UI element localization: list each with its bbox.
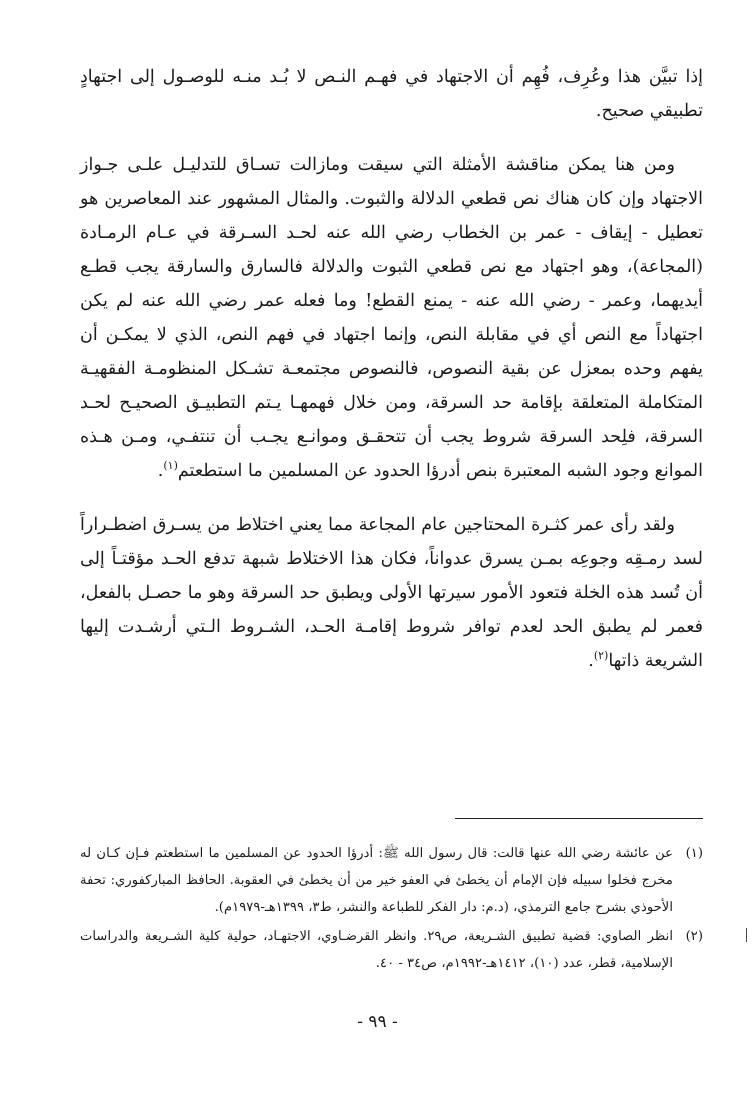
footnote-1-number: (١)	[685, 846, 703, 861]
footnote-2	[80, 923, 703, 977]
footnote-divider	[455, 818, 703, 819]
page-number: - ٩٩ -	[357, 1012, 398, 1032]
main-text	[80, 60, 703, 678]
paragraph-1	[80, 60, 703, 128]
footnote-2-number: (٢)	[685, 929, 703, 944]
footnote-ref-2[interactable]: (٢)	[593, 649, 609, 663]
paragraph-2: ومن هنا يمكن مناقشة الأمثلة التي سيقت ومازالت تسـاق للتدليـل علـى جـواز الاجتهاد وإن كان هناك نص قطعي الدلالة والثبوت. والمثال المشهور عند المعاصرين هو تعطيل - إيقاف - عمر بن الخطاب رضي الله عنه لحـد السـرقة في عـام الرمـادة (المجاعة)، وهو اجتهاد مع نص قطعي الثبوت والدلالة فالسارق والسارقة يجب قطـع أيديهما، وعمر - رضي الله عنه - يمنع القطع! وما فعله عمر رضي الله عنه لم يكن اجتهاداً مع النص أي في مقابلة النص، وإنما اجتهاد في فهم النص، الذي لا يمكـن أن يفهم وحده بمعزل عن بقية النصوص، فالنصوص مجتمعـة تشـكل المنظومـة الفقهيـة المتكاملة المتعلقة بإقامة حد السرقة، ومن خلال فهمهـا يـتم التطبيـق الصحيـح لحـد السرقة، فلِحد السرقة شروط يجب أن تتحقـق وموانـع يجـب أن تنتفـي، ومـن هـذه الموانع وجود الشبه المعتبرة بنص أدرؤا الحدود عن المسلمين ما استطعتم$^{(١)}$.	[80, 155, 703, 481]
footnote-ref-1[interactable]: (١)	[163, 459, 178, 473]
footnote-1	[80, 840, 703, 921]
footnote-1-text: عن عائشة رضي الله عنها قالت: قال رسول الله ﷺ: أدرؤا الحدود عن المسلمين ما استطعتم فـإن كـان له مخرج فخلوا سبيله فإن الإمام أن يخطئ في العفو خير من أن يخطئ في العقوبة. الحافظ المباركفوري: تحفة الأحوذي بشرح جامع الترمذي، (د.م: دار الفكر للطباعة والنشر، ط٣، ١٣٩٩هـ-١٩٧٩م).	[80, 846, 673, 915]
footnotes-section	[80, 840, 703, 979]
paragraph-3: ولقد رأى عمر كثـرة المحتاجين عام المجاعة مما يعني اختلاط من يسـرق اضطـراراً لسد رمـقِه وجوعِه بمـن يسرق عدواناً، فكان هذا الاختلاط شبهة تدفع الحـد مؤقتـاً إلى أن تُسد هذه الخلة فتعود الأمور سيرتها الأولى ويطبق حد السرقة وهو ما حصـل بالفعل، فعمر لم يطبق الحد لعدم توافر شروط إقامـة الحـد، الشـروط الـتي أرشـدت إليها الشريعة ذاتها$^{(٢)}$.	[80, 515, 703, 671]
footnote-2-text: انظر الصاوي: قضية تطبيق الشـريعة، ص٢٩. وانظر القرضـاوي، الاجتهـاد، حولية كلية الشـريعة والدراسات الإسلامية، قطر، عدد (١٠)، ١٤١٢هـ-١٩٩٢م، ص٣٤ - ٤٠.	[80, 929, 674, 971]
paragraph-1-text: إذا تبيَّن هذا وعُرِف، فُهِم أن الاجتهاد في فهـم النـص لا بُـد منـه للوصـول إلى اجتهادٍ تطبيقي صحيح.	[80, 67, 703, 121]
page-edge-mark	[746, 928, 747, 942]
paragraph-2-text: ومن هنا يمكن مناقشة الأمثلة التي سيقت ومازالت تسـاق للتدليـل علـى جـواز الاجتهاد وإن كان هناك نص قطعي الدلالة والثبوت. والمثال المشهور عند المعاصرين هو تعطيل - إيقاف - عمر بن الخطاب رضي الله عنه لحـد السـرقة في عـام الرمـادة (المجاعة)، وهو اجتهاد مع نص قطعي الثبوت والدلالة فالسارق والسارقة يجب قطـع أيديهما، وعمر - رضي الله عنه - يمنع القطع! وما فعله عمر رضي الله عنه لم يكن اجتهاداً مع النص أي في مقابلة النص، وإنما اجتهاد في فهم النص، الذي لا يمكـن أن يفهم وحده بمعزل عن بقية النصوص، فالنصوص مجتمعـة تشـكل المنظومـة الفقهيـة المتكاملة المتعلقة بإقامة حد السرقة، ومن خلال فهمهـا يـتم التطبيـق الصحيـح لحـد السرقة، فلِحد السرقة شروط يجب أن تتحقـق وموانـع يجـب أن تنتفـي، ومـن هـذه الموانع وجود الشبه المعتبرة بنص أدرؤا الحدود عن المسلمين ما استطعتم	[80, 155, 703, 481]
paragraph-3-text: ولقد رأى عمر كثـرة المحتاجين عام المجاعة مما يعني اختلاط من يسـرق اضطـراراً لسد رمـقِه وجوعِه بمـن يسرق عدواناً، فكان هذا الاختلاط شبهة تدفع الحـد مؤقتـاً إلى أن تُسد هذه الخلة فتعود الأمور سيرتها الأولى ويطبق حد السرقة وهو ما حصـل بالفعل، فعمر لم يطبق الحد لعدم توافر شروط إقامـة الحـد، الشـروط الـتي أرشـدت إليها الشريعة ذاتها	[80, 515, 703, 671]
